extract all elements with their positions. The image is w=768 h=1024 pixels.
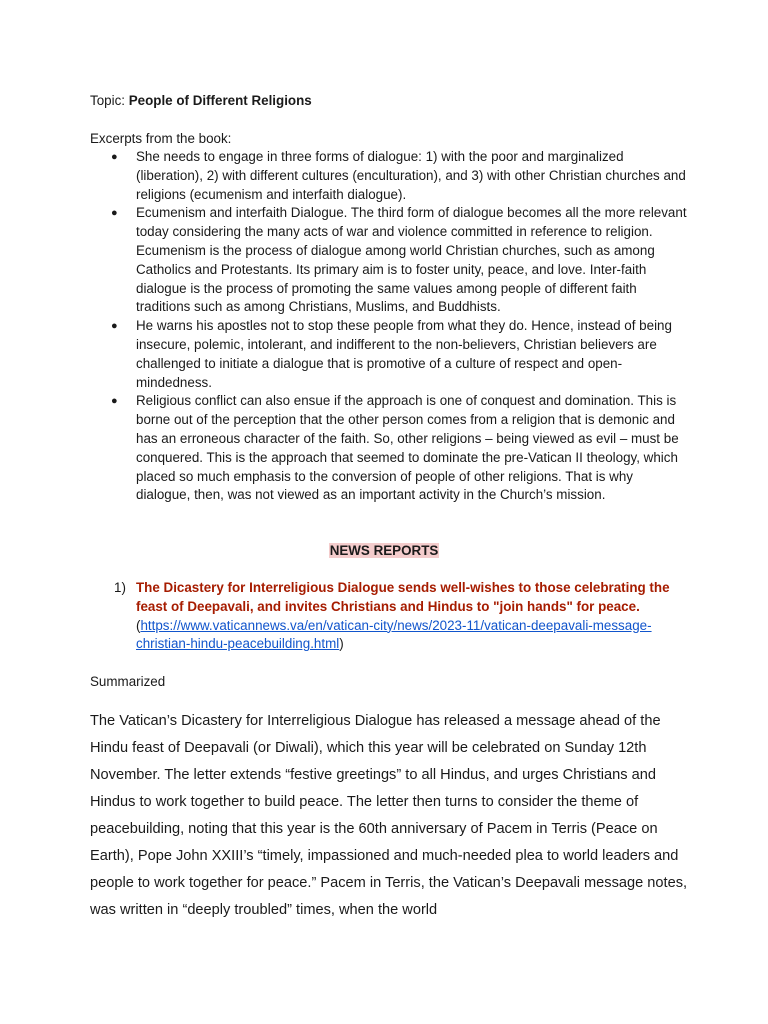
topic-line: [90, 92, 312, 110]
bullet-icon: ●: [111, 207, 118, 220]
list-item-text: She needs to engage in three forms of dialogue: 1) with the poor and marginalized (liberation), 2) with different cultures (enculturation), and 3) with other Christian churches and religions (ecumenism and interfaith dialogue).: [136, 149, 686, 202]
list-item: [90, 317, 690, 392]
topic-label: Topic:: [90, 93, 129, 108]
news-item: [90, 579, 690, 654]
bullet-icon: ●: [111, 395, 118, 408]
news-reports-heading: [0, 542, 768, 560]
link-open-paren: (: [136, 617, 141, 633]
list-item: [90, 392, 690, 505]
topic-title: People of Different Religions: [128, 93, 312, 108]
list-item-text: Religious conflict can also ensue if the approach is one of conquest and domination. This is borne out of the perception that the other person comes from a religion that is demonic and has an erroneous character of the faith. So, other religions – being viewed as evil – must be conquered. This is the approach that seemed to dominate the pre-Vatican II theology, which placed so much emphasis to the conversion of people of other religions. That is why dialogue, then, was not viewed as an important activity in the Church’s mission.: [136, 393, 679, 503]
excerpts-label: Excerpts from the book:: [90, 131, 232, 146]
list-item-text: He warns his apostles not to stop these people from what they do. Hence, instead of being insecure, polemic, intolerant, and indifferent to the non-believers, Christian believers are challenged to initiate a dialogue that is promotive of a culture of respect and open-mindedness.: [136, 318, 672, 390]
bullet-icon: ●: [111, 151, 118, 163]
summary-paragraph: The Vatican’s Dicastery for Interreligious Dialogue has released a message ahead of the Hindu feast of Deepavali (or Diwali), which this year will be celebrated on Sunday 12th November. The letter extends “festive greetings” to all Hindus, and urges Christians and Hindus to work together to build peace. The letter then turns to consider the theme of peacebuilding, noting that this year is the 60th anniversary of Pacem in Terris (Peace on Earth), Pope John XXIII’s “timely, impassioned and much-needed plea to world leaders and people to work together for peace.” Pacem in Terris, the Vatican’s Deepavali message notes, was written in “deeply troubled” times, when the world: [90, 713, 688, 918]
news-reports-heading-text: NEWS REPORTS: [329, 543, 439, 558]
list-item-text: Ecumenism and interfaith Dialogue. The third form of dialogue becomes all the more relevant today considering the many acts of war and violence committed in reference to religion. Ecumenism is the process of dialogue among world Christian churches, such as among Catholics and Protestants. Its primary aim is to foster unity, peace, and love. Inter-faith dialogue is the process of promoting the same values among people of different faith traditions such as among Christians, Muslims, and Buddhists.: [136, 205, 687, 315]
list-item: [90, 204, 690, 317]
news-item-body: [90, 579, 690, 654]
news-item-number: 1): [114, 580, 126, 595]
news-item-link[interactable]: https://www.vaticannews.va/en/vatican-city/news/2023-11/vatican-deepavali-message-christian-hindu-peacebuilding.html: [136, 617, 652, 652]
excerpts-list: [90, 148, 690, 505]
news-item-headline: The Dicastery for Interreligious Dialogue sends well-wishes to those celebrating the feast of Deepavali, and invites Christians and Hindus to "join hands" for peace.: [136, 580, 670, 614]
list-item: [90, 148, 690, 204]
link-close-paren: ): [339, 636, 344, 652]
bullet-icon: ●: [111, 320, 118, 333]
summarized-label: Summarized: [90, 674, 166, 689]
